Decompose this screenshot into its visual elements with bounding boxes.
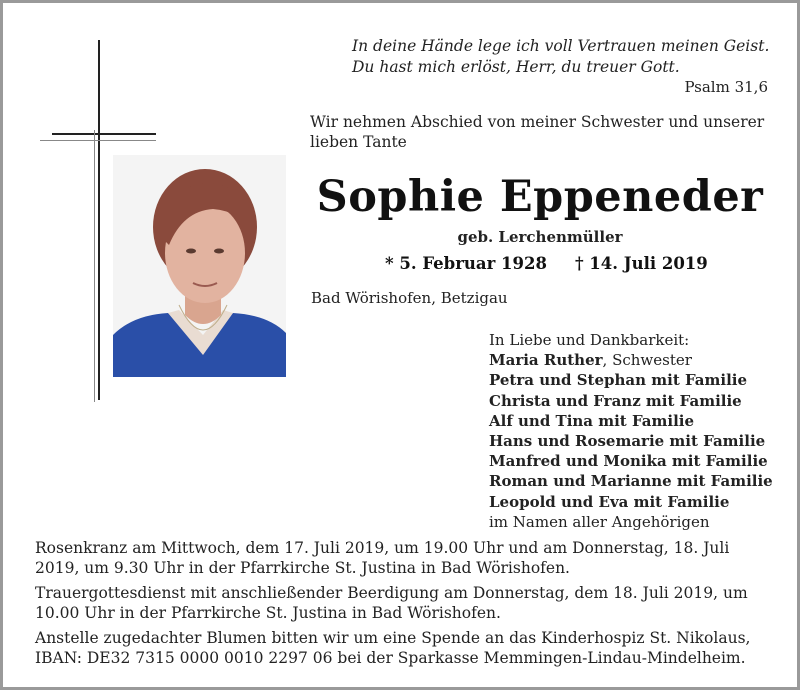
mourners-list <box>489 330 773 532</box>
cross-shadow-horizontal <box>40 140 156 141</box>
verse-reference: Psalm 31,6 <box>684 78 768 96</box>
bible-verse <box>352 36 772 78</box>
intro-text: Wir nehmen Abschied von meiner Schwester und unserer lieben Tante <box>310 113 765 151</box>
portrait-illustration <box>113 155 286 377</box>
donation-notice: Anstelle zugedachter Blumen bitten wir um eine Spende an das Kinderhospiz St. Nikolaus, IBAN: DE32 7315 0000 0010 2297 06 bei der Sparkasse Memmingen-Lindau-Mindelheim. <box>35 629 751 667</box>
verse-line-2: Du hast mich erlöst, Herr, du treuer Gott. <box>352 58 680 76</box>
mourner-name: Maria Ruther <box>489 351 603 370</box>
list-item: Roman und Marianne mit Familie <box>489 472 773 491</box>
list-item: Alf und Tina mit Familie <box>489 411 695 430</box>
list-item: Petra und Stephan mit Familie <box>489 371 748 390</box>
mourner-relation: , Schwester <box>602 351 692 370</box>
deceased-name: Sophie Eppeneder <box>316 172 764 222</box>
service-notices <box>35 538 775 673</box>
funeral-notice: Trauergottesdienst mit anschließender Beerdigung am Donnerstag, dem 18. Juli 2019, um 10.00 Uhr in der Pfarrkirche St. Justina in Bad Wörishofen. <box>35 584 748 622</box>
life-dates <box>385 254 708 273</box>
list-item: Manfred und Monika mit Familie <box>489 452 768 471</box>
portrait-photo <box>113 155 286 377</box>
cross-shadow-vertical <box>94 130 95 402</box>
cross-icon-bar <box>52 133 156 135</box>
residence: Bad Wörishofen, Betzigau <box>311 289 508 307</box>
mourners-closing: im Namen aller Angehörigen <box>489 512 710 531</box>
death-date: † 14. Juli 2019 <box>574 254 708 273</box>
cross-icon <box>98 40 100 400</box>
list-item <box>489 350 773 370</box>
mourners-heading: In Liebe und Dankbarkeit: <box>489 331 690 349</box>
maiden-name: geb. Lerchenmüller <box>457 228 623 246</box>
list-item: Christa und Franz mit Familie <box>489 391 742 410</box>
rosary-notice: Rosenkranz am Mittwoch, dem 17. Juli 2019, um 19.00 Uhr und am Donnerstag, 18. Juli 2019, um 9.30 Uhr in der Pfarrkirche St. Justina in Bad Wörishofen. <box>35 539 730 577</box>
list-item: Leopold und Eva mit Familie <box>489 492 730 511</box>
verse-line-1: In deine Hände lege ich voll Vertrauen meinen Geist. <box>352 37 770 55</box>
list-item: Hans und Rosemarie mit Familie <box>489 432 766 451</box>
birth-date: * 5. Februar 1928 <box>385 254 547 273</box>
